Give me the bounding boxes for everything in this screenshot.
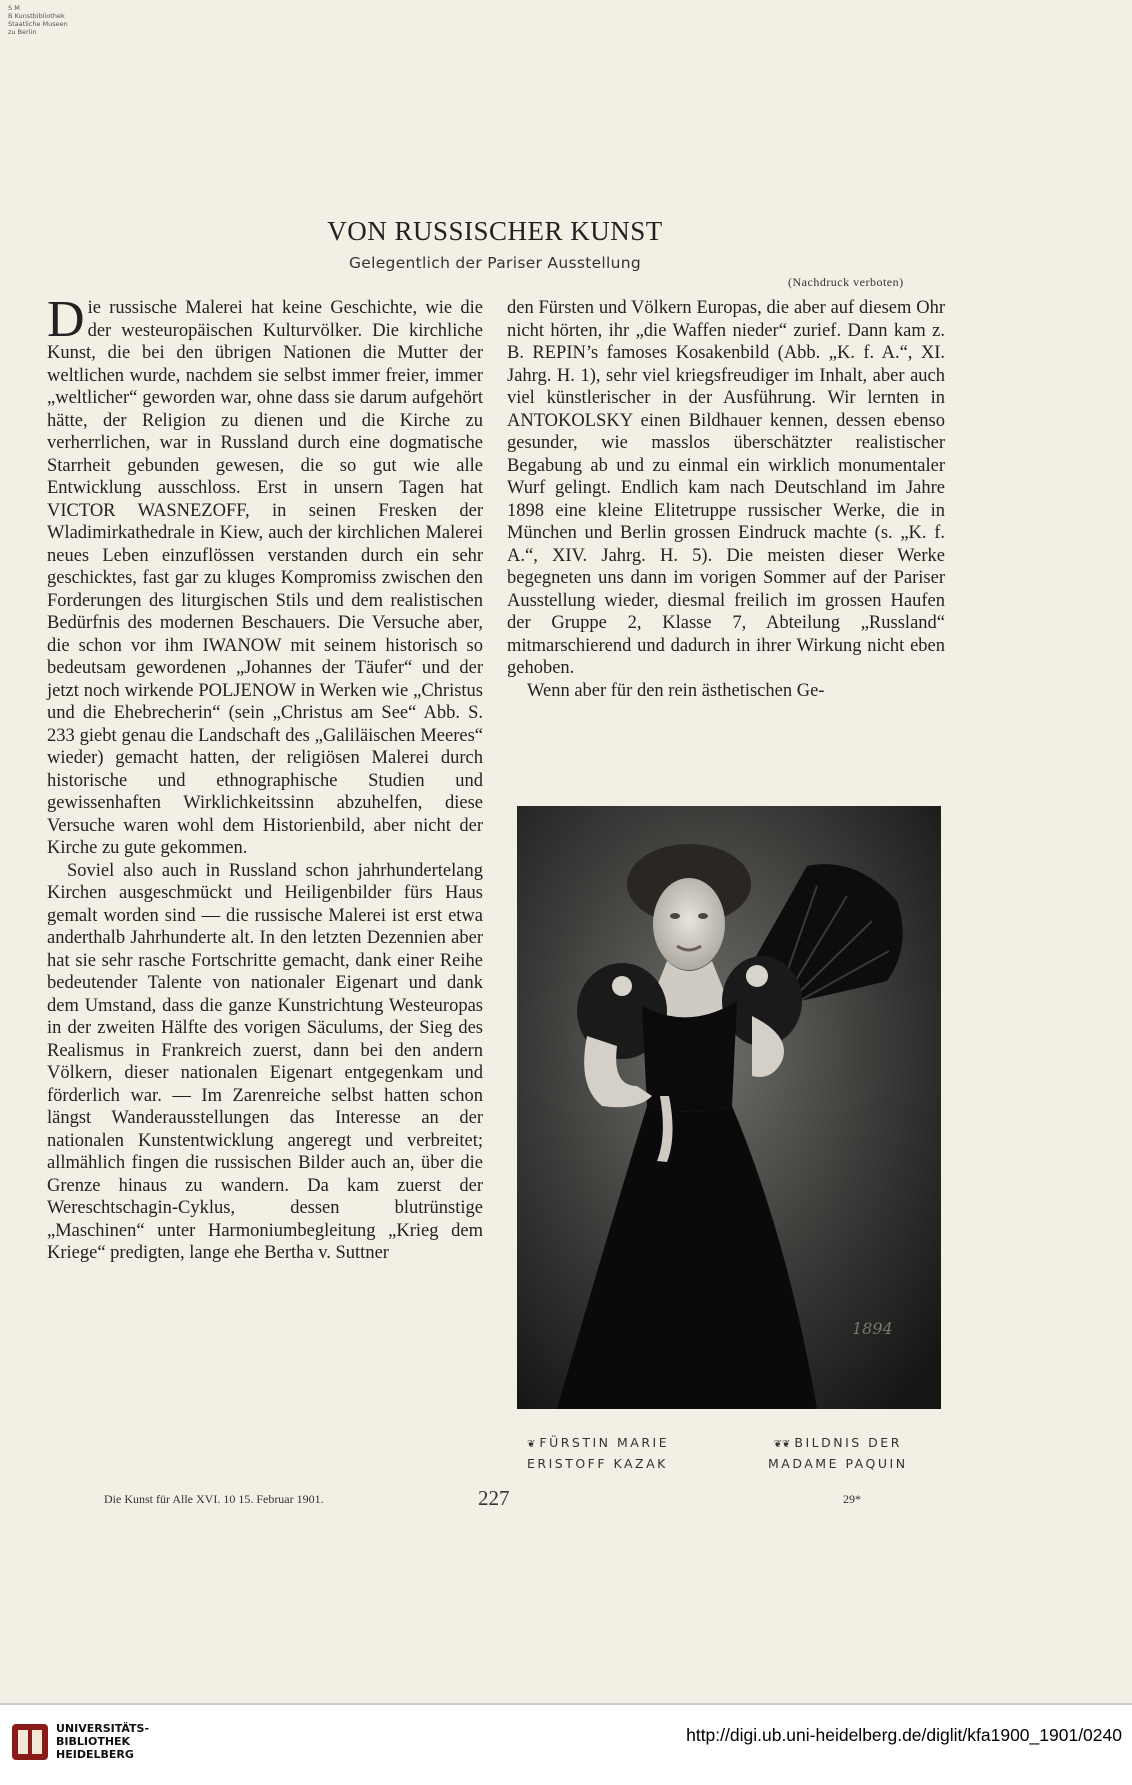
stamp-line: S M xyxy=(8,4,20,12)
signature-mark: 29* xyxy=(843,1492,861,1506)
figure-caption-left xyxy=(527,1433,669,1473)
stamp-line: B Kunstbibliothek xyxy=(8,12,65,20)
permalink-url[interactable]: http://digi.ub.uni-heidelberg.de/diglit/kfa1900_1901/0240 xyxy=(686,1725,1122,1745)
fleuron-icon: ❦ xyxy=(527,1439,536,1450)
library-name-line: UNIVERSITÄTS- xyxy=(56,1722,150,1735)
caption-line: MADAME PAQUIN xyxy=(768,1456,908,1471)
stamp-line: zu Berlin xyxy=(8,28,37,36)
article-subtitle: Gelegentlich der Pariser Ausstellung xyxy=(348,254,642,272)
portrait-image xyxy=(517,806,941,1409)
caption-line: BILDNIS DER xyxy=(794,1435,902,1450)
journal-footer: Die Kunst für Alle XVI. 10 15. Februar 1901. xyxy=(104,1492,324,1506)
figure-caption-right xyxy=(768,1433,908,1473)
page-number: 227 xyxy=(478,1486,510,1510)
library-name-line: HEIDELBERG xyxy=(56,1748,134,1761)
divider xyxy=(0,1703,1132,1705)
stamp-line: Staatliche Museen xyxy=(8,20,68,28)
library-name-line: BIBLIOTHEK xyxy=(56,1735,131,1748)
article-title: VON RUSSISCHER KUNST xyxy=(327,216,663,246)
paragraph: Wenn aber für den rein ästhetischen Ge- xyxy=(527,680,825,701)
paragraph xyxy=(47,291,483,860)
reprint-note: (Nachdruck verboten) xyxy=(788,275,904,289)
library-name xyxy=(56,1722,149,1761)
paragraph: Soviel also auch in Russland schon jahrhundertelang Kirchen ausgeschmückt und Heiligenbilder fürs Haus gemalt worden sind — die russische Malerei ist erst etwa anderthalb Jahrhunderte alt. In den letzten Dezennien aber hat sie sehr rasche Fortschritte gemacht, dank einer Reihe bedeutender Talente von nationaler Eigenart und dank dem Umstand, dass die ganze Kunstrichtung Westeuropas in der zweiten Hälfte des vorigen Säculums, der Sieg des Realismus in Frankreich zuerst, dann bei den andern Völkern, dieser nationalen Eigenart entgegenkam und förderlich war. — Im Zarenreiche selbst hatten schon längst Wanderausstellungen das Interesse an der nationalen Kunstentwicklung angeregt und verbreitet; allmählich fingen die russischen Bilder auch an, über die Grenze hinaus zu wandern. Da kam zuerst der Wereschtschagin-Cyklus, dessen blutrünstige „Maschinen“ unter Harmoniumbegleitung „Krieg dem Kriege“ predigten, lange ehe Bertha v. Suttner xyxy=(47,860,483,1263)
caption-line: FÜRSTIN MARIE xyxy=(539,1435,670,1450)
paragraph-text: ie russische Malerei hat keine Geschichte, wie die der westeuropäischen Kulturvölker. Die kirchliche Kunst, die bei den übrigen Nationen die Mutter der weltlichen wurde, nachdem sie selbst immer freier, immer „weltlicher“ geworden war, ohne dass sie darum aufgehört hätte, der Religion zu dienen und die Kirche zu verherrlichen, war in Russland durch eine dogmatische Starrheit gebunden gewesen, die so gut wie alle Entwicklung ausschloss. Erst in unsern Tagen hat VICTOR WASNEZOFF, in seinen Fresken der Wladimirkathedrale in Kiew, auch der kirchlichen Malerei neues Leben einzuflössen verstanden durch ein sehr geschicktes, fast gar zu kluges Kompromiss zwischen den Forderungen des liturgischen Stils und dem realistischen Bedürfnis des modernen Beschauers. Die Versuche aber, die schon vor ihm IWANOW mit seinem historisch so bedeutsam gewordenen „Johannes der Täufer“ und der jetzt noch wirkende POLJENOW in Werken wie „Christus und die Ehebrecherin“ (sein „Christus am See“ Abb. S. 233 giebt genau die Landschaft des „Galiläischen Meeres“ wieder) gemacht hatten, der religiösen Malerei durch historische und ethnographische Studien und gewissenhaften Wirklichkeitssinn abzuhelfen, diese Versuche waren wohl dem Historienbild, aber nicht der Kirche zu gute gekommen. xyxy=(47,298,483,858)
left-column xyxy=(47,291,483,1265)
artist-signature: 1894 xyxy=(852,1319,893,1338)
portrait-photograph xyxy=(517,806,941,1409)
library-logo[interactable] xyxy=(10,1718,210,1768)
caption-line: ERISTOFF KAZAK xyxy=(527,1456,668,1471)
drop-cap: D xyxy=(47,291,85,348)
fleuron-icon: ❦❦ xyxy=(773,1439,791,1450)
right-column xyxy=(507,297,945,702)
paragraph: den Fürsten und Völkern Europas, die aber auf diesem Ohr nicht hörten, ihr „die Waffen nieder“ zurief. Dann kam z. B. REPIN’s famoses Kosakenbild (Abb. „K. f. A.“, XI. Jahrg. H. 1), sehr viel kriegsfreudiger im Inhalt, aber auch viel künstlerischer in der Ausführung. Wir lernten in ANTOKOLSKY einen Bildhauer kennen, dessen ebenso gesunder, wie masslos überschätzter realistischer Begabung ab und zu einmal ein wirklich monumentaler Wurf gelingt. Endlich kam nach Deutschland im Jahre 1898 eine kleine Elitetruppe russischer Werke, die in München und Berlin grossen Eindruck machte (s. „K. f. A.“, XIV. Jahrg. H. 5). Die meisten dieser Werke begegneten uns dann im vorigen Sommer auf der Pariser Ausstellung wieder, diesmal freilich im grossen Haufen der Gruppe 2, Klasse 7, Abteilung „Russland“ mitmarschierend und dadurch in ihrer Wirkung nicht eben gehoben. xyxy=(507,298,945,678)
library-stamp xyxy=(8,4,68,36)
library-seal-icon xyxy=(10,1722,50,1762)
